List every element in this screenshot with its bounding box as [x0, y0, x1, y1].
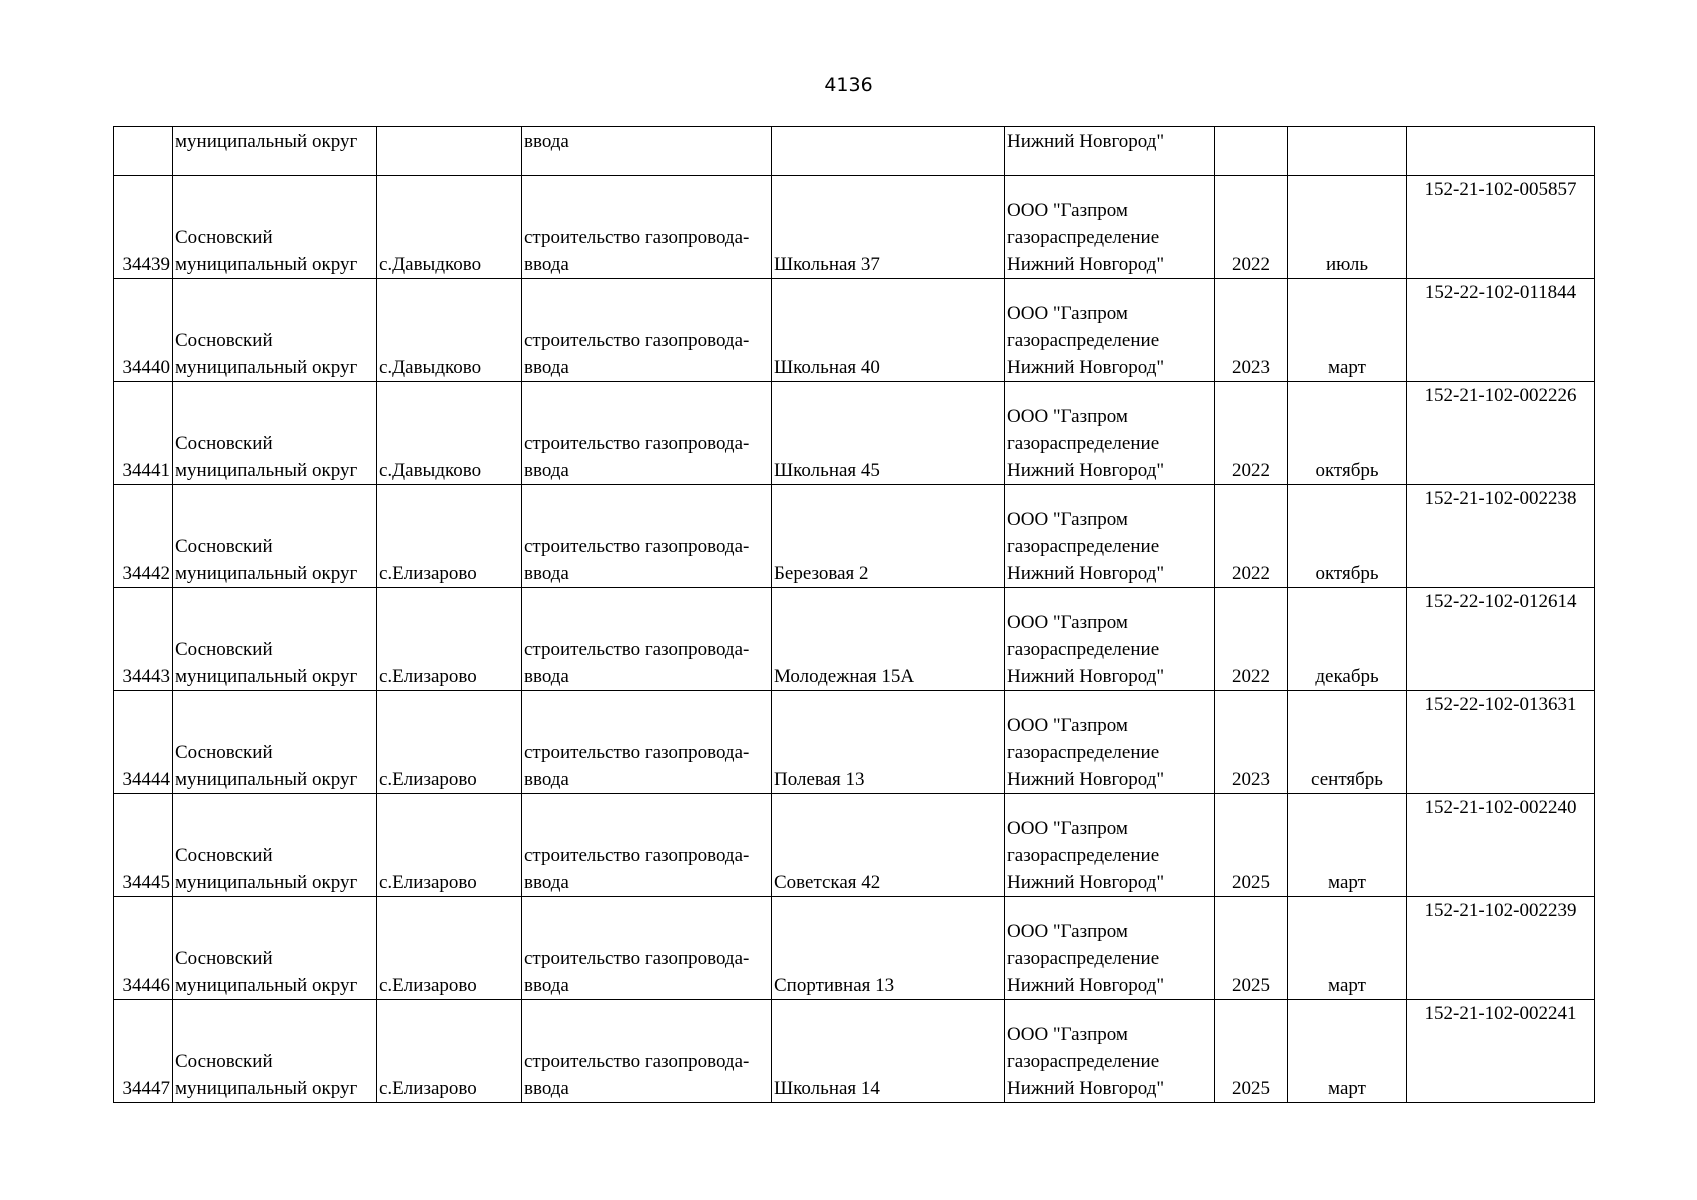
cell-code: 152-21-102-002240 [1407, 794, 1595, 897]
cell-district [173, 485, 377, 588]
table-body [114, 127, 1595, 1103]
cell-num: 34445 [114, 794, 173, 897]
cell-org [1005, 382, 1215, 485]
cell-village: с.Елизарово [377, 691, 522, 794]
table-row [114, 279, 1595, 382]
district-line: Сосновский [175, 536, 273, 557]
cell-work [522, 485, 772, 588]
cell-year: 2022 [1215, 382, 1288, 485]
cell-num: 34439 [114, 176, 173, 279]
cell-year: 2025 [1215, 897, 1288, 1000]
cell-org [1005, 897, 1215, 1000]
org-line: газораспределение [1007, 639, 1160, 660]
cell-num: 34443 [114, 588, 173, 691]
cell-org [1005, 485, 1215, 588]
org-line: ООО "Газпром [1007, 1024, 1128, 1045]
cell-month: март [1288, 794, 1407, 897]
cell-address [772, 127, 1005, 176]
cell-code: 152-21-102-005857 [1407, 176, 1595, 279]
org-line: ООО "Газпром [1007, 921, 1128, 942]
continuation-row [114, 127, 1595, 176]
cell-code: 152-21-102-002226 [1407, 382, 1595, 485]
org-line: ООО "Газпром [1007, 509, 1128, 530]
cell-month: октябрь [1288, 485, 1407, 588]
district-line: муниципальный округ [175, 666, 358, 687]
cell-code: 152-21-102-002241 [1407, 1000, 1595, 1103]
org-line: ООО "Газпром [1007, 303, 1128, 324]
cell-code: 152-21-102-002239 [1407, 897, 1595, 1000]
table-row [114, 176, 1595, 279]
cell-village: с.Елизарово [377, 794, 522, 897]
org-line: Нижний Новгород" [1007, 1078, 1165, 1099]
cell-work [522, 691, 772, 794]
district-line: Сосновский [175, 433, 273, 454]
org-line: Нижний Новгород" [1007, 357, 1165, 378]
registry-table [113, 126, 1595, 1103]
cell-num: 34447 [114, 1000, 173, 1103]
org-line: Нижний Новгород" [1007, 769, 1165, 790]
cell-code: 152-22-102-013631 [1407, 691, 1595, 794]
table-row [114, 897, 1595, 1000]
cell-district [173, 176, 377, 279]
district-line: Сосновский [175, 639, 273, 660]
org-line: газораспределение [1007, 845, 1160, 866]
district-line: муниципальный округ [175, 975, 358, 996]
cell-year: 2025 [1215, 794, 1288, 897]
cell-village: с.Елизарово [377, 1000, 522, 1103]
cell-org [1005, 588, 1215, 691]
cell-code: 152-22-102-011844 [1407, 279, 1595, 382]
cell-month: октябрь [1288, 382, 1407, 485]
cell-address: Школьная 37 [772, 176, 1005, 279]
cell-work [522, 382, 772, 485]
org-line: газораспределение [1007, 536, 1160, 557]
cell-village: с.Елизарово [377, 485, 522, 588]
district-line: Сосновский [175, 227, 273, 248]
work-line: строительство газопровода- [524, 742, 750, 763]
cell-month [1288, 127, 1407, 176]
work-line: ввода [524, 872, 569, 893]
work-line: строительство газопровода- [524, 639, 750, 660]
table-row [114, 588, 1595, 691]
cell-work [522, 1000, 772, 1103]
cell-village: с.Елизарово [377, 897, 522, 1000]
cell-num: 34446 [114, 897, 173, 1000]
district-line: Сосновский [175, 1051, 273, 1072]
cell-work: ввода [522, 127, 772, 176]
work-line: ввода [524, 254, 569, 275]
work-line: ввода [524, 563, 569, 584]
cell-work [522, 794, 772, 897]
district-line: муниципальный округ [175, 254, 358, 275]
org-line: газораспределение [1007, 948, 1160, 969]
cell-work [522, 897, 772, 1000]
cell-month: март [1288, 279, 1407, 382]
district-line: муниципальный округ [175, 357, 358, 378]
cell-address: Школьная 14 [772, 1000, 1005, 1103]
org-line: ООО "Газпром [1007, 406, 1128, 427]
cell-year: 2022 [1215, 176, 1288, 279]
district-line: Сосновский [175, 948, 273, 969]
cell-district [173, 382, 377, 485]
cell-address: Молодежная 15А [772, 588, 1005, 691]
work-line: ввода [524, 460, 569, 481]
work-line: строительство газопровода- [524, 433, 750, 454]
org-line: газораспределение [1007, 742, 1160, 763]
cell-address: Школьная 40 [772, 279, 1005, 382]
cell-district: муниципальный округ [173, 127, 377, 176]
cell-org [1005, 279, 1215, 382]
org-line: ООО "Газпром [1007, 818, 1128, 839]
cell-code [1407, 127, 1595, 176]
cell-district [173, 1000, 377, 1103]
cell-num: 34440 [114, 279, 173, 382]
cell-year [1215, 127, 1288, 176]
org-line: газораспределение [1007, 330, 1160, 351]
work-line: ввода [524, 1078, 569, 1099]
cell-year: 2023 [1215, 279, 1288, 382]
table-row [114, 1000, 1595, 1103]
table-row [114, 485, 1595, 588]
cell-month: март [1288, 1000, 1407, 1103]
cell-address: Школьная 45 [772, 382, 1005, 485]
work-line: строительство газопровода- [524, 1051, 750, 1072]
cell-address: Березовая 2 [772, 485, 1005, 588]
org-line: ООО "Газпром [1007, 715, 1128, 736]
org-line: Нижний Новгород" [1007, 872, 1165, 893]
cell-village: с.Давыдково [377, 279, 522, 382]
org-line: ООО "Газпром [1007, 612, 1128, 633]
cell-num: 34442 [114, 485, 173, 588]
district-line: Сосновский [175, 742, 273, 763]
org-line: ООО "Газпром [1007, 200, 1128, 221]
cell-year: 2023 [1215, 691, 1288, 794]
district-line: Сосновский [175, 330, 273, 351]
table-row [114, 691, 1595, 794]
work-line: строительство газопровода- [524, 845, 750, 866]
work-line: строительство газопровода- [524, 948, 750, 969]
cell-org [1005, 176, 1215, 279]
cell-month: декабрь [1288, 588, 1407, 691]
org-line: Нижний Новгород" [1007, 563, 1165, 584]
cell-num: 34444 [114, 691, 173, 794]
cell-address: Полевая 13 [772, 691, 1005, 794]
cell-org: Нижний Новгород" [1005, 127, 1215, 176]
org-line: газораспределение [1007, 1051, 1160, 1072]
work-line: ввода [524, 769, 569, 790]
district-line: муниципальный округ [175, 563, 358, 584]
district-line: муниципальный округ [175, 872, 358, 893]
cell-district [173, 588, 377, 691]
work-line: строительство газопровода- [524, 536, 750, 557]
cell-district [173, 279, 377, 382]
cell-num: 34441 [114, 382, 173, 485]
district-line: Сосновский [175, 845, 273, 866]
cell-work [522, 176, 772, 279]
work-line: строительство газопровода- [524, 330, 750, 351]
cell-month: сентябрь [1288, 691, 1407, 794]
table-row [114, 794, 1595, 897]
cell-month: март [1288, 897, 1407, 1000]
cell-work [522, 588, 772, 691]
district-line: муниципальный округ [175, 460, 358, 481]
cell-village: с.Давыдково [377, 382, 522, 485]
org-line: Нижний Новгород" [1007, 254, 1165, 275]
cell-month: июль [1288, 176, 1407, 279]
org-line: Нижний Новгород" [1007, 460, 1165, 481]
cell-address: Советская 42 [772, 794, 1005, 897]
district-line: муниципальный округ [175, 769, 358, 790]
work-line: ввода [524, 975, 569, 996]
cell-num [114, 127, 173, 176]
cell-org [1005, 691, 1215, 794]
work-line: ввода [524, 357, 569, 378]
cell-village: с.Елизарово [377, 588, 522, 691]
district-line: муниципальный округ [175, 1078, 358, 1099]
cell-code: 152-22-102-012614 [1407, 588, 1595, 691]
cell-year: 2022 [1215, 485, 1288, 588]
org-line: газораспределение [1007, 227, 1160, 248]
cell-year: 2025 [1215, 1000, 1288, 1103]
cell-district [173, 897, 377, 1000]
cell-district [173, 691, 377, 794]
cell-village [377, 127, 522, 176]
cell-village: с.Давыдково [377, 176, 522, 279]
cell-work [522, 279, 772, 382]
cell-org [1005, 1000, 1215, 1103]
cell-year: 2022 [1215, 588, 1288, 691]
cell-address: Спортивная 13 [772, 897, 1005, 1000]
org-line: Нижний Новгород" [1007, 975, 1165, 996]
work-line: строительство газопровода- [524, 227, 750, 248]
work-line: ввода [524, 666, 569, 687]
table-row [114, 382, 1595, 485]
cell-district [173, 794, 377, 897]
cell-code: 152-21-102-002238 [1407, 485, 1595, 588]
org-line: газораспределение [1007, 433, 1160, 454]
page-number: 4136 [824, 74, 873, 96]
org-line: Нижний Новгород" [1007, 666, 1165, 687]
cell-org [1005, 794, 1215, 897]
